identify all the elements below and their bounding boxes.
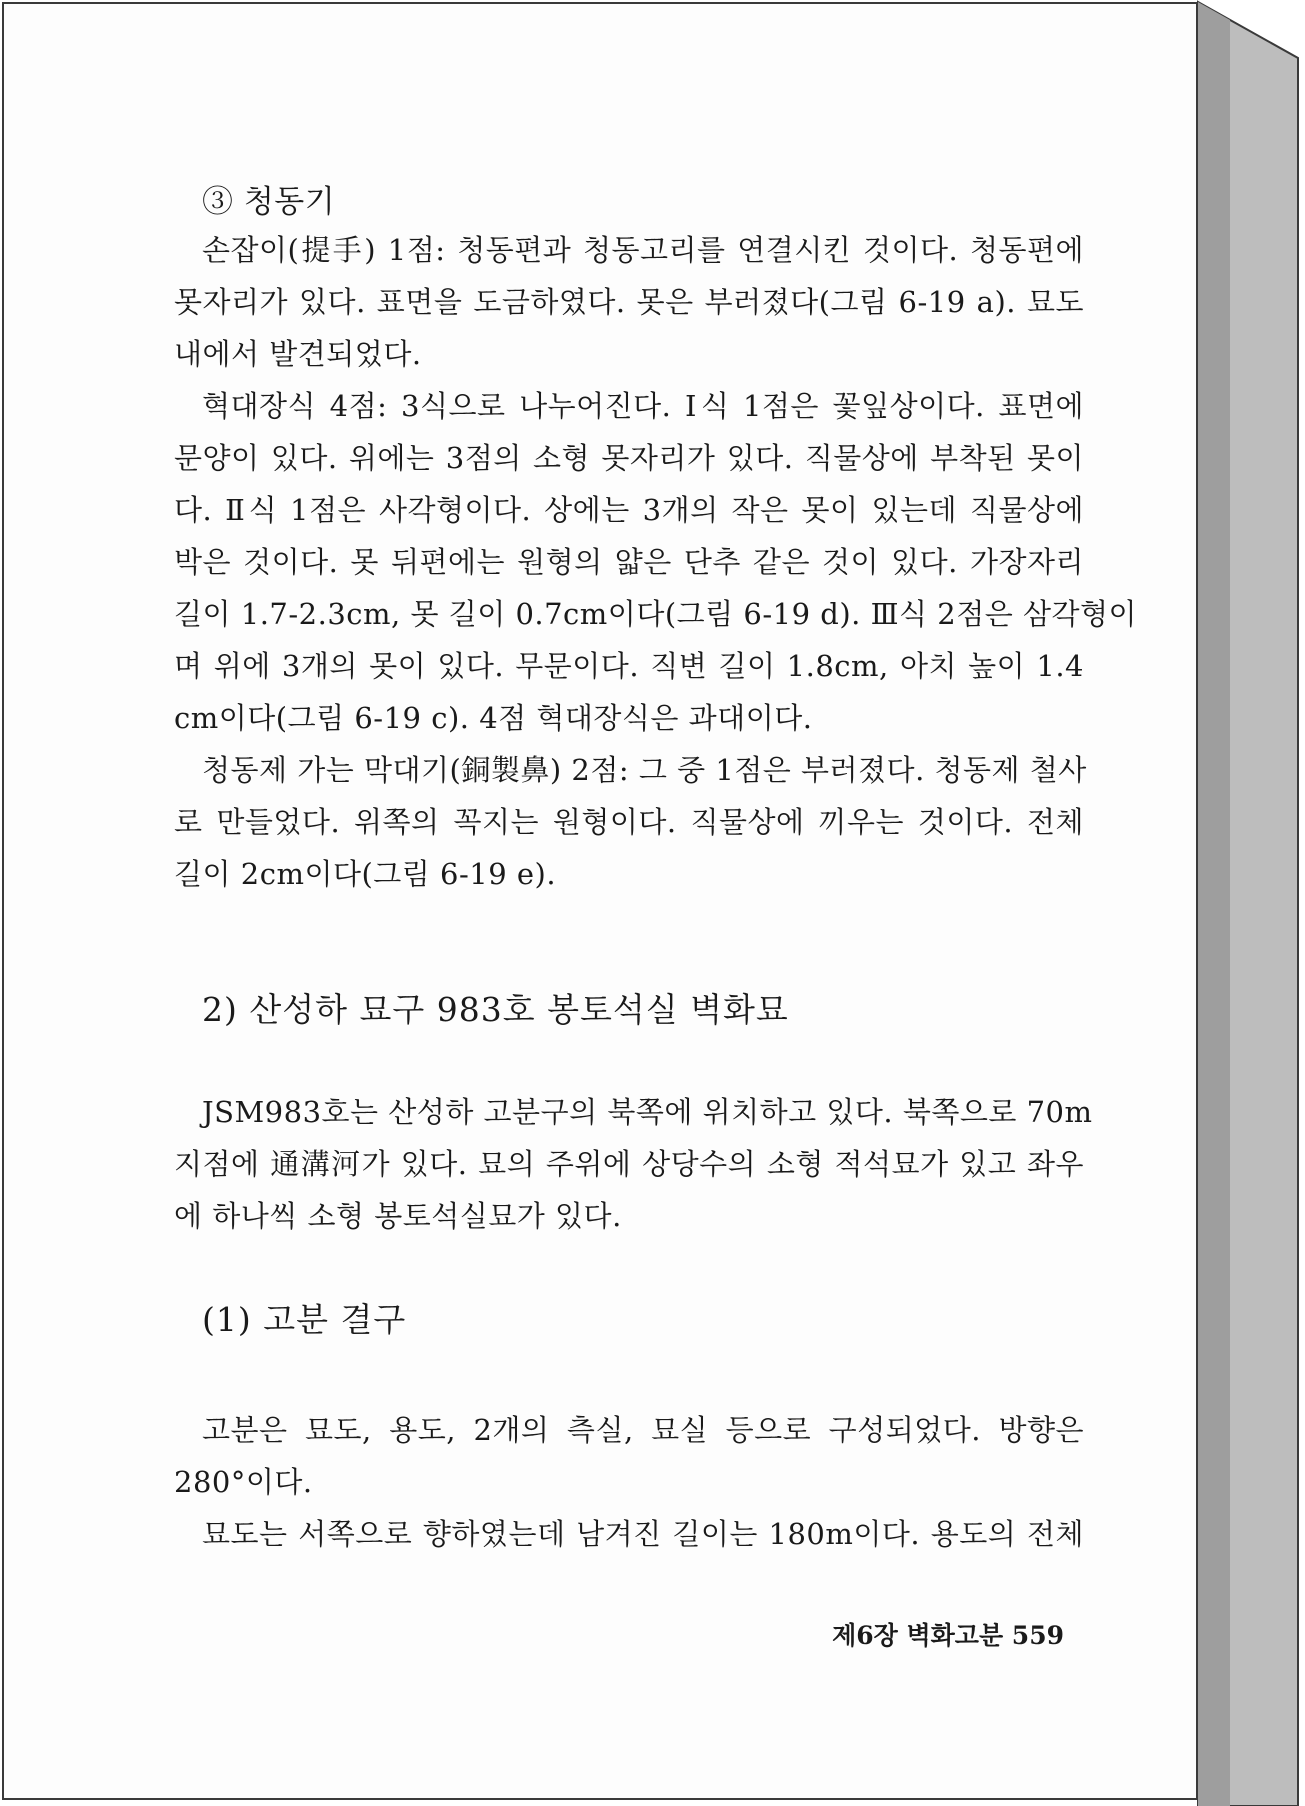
- text-line: 내에서 발견되었다.: [174, 337, 422, 371]
- text-line: JSM983호는 산성하 고분구의 북쪽에 위치하고 있다. 북쪽으로 70m: [202, 1095, 1093, 1129]
- text-line: 다. Ⅱ식 1점은 사각형이다. 상에는 3개의 작은 못이 있는데 직물상에: [174, 493, 1084, 527]
- text-line: 손잡이(提手) 1점: 청동편과 청동고리를 연결시킨 것이다. 청동편에: [202, 233, 1084, 267]
- page-footer: 제6장 벽화고분 559: [832, 1621, 1064, 1650]
- text-line: 고분은 묘도, 용도, 2개의 측실, 묘실 등으로 구성되었다. 방향은: [202, 1413, 1084, 1447]
- text-line: 며 위에 3개의 못이 있다. 무문이다. 직변 길이 1.8cm, 아치 높이 1.4: [174, 649, 1084, 683]
- section-title-bronze: ③ 청동기: [202, 184, 336, 220]
- section-heading: 2) 산성하 묘구 983호 봉토석실 벽화묘: [202, 990, 789, 1029]
- text-line: 에 하나씩 소형 봉토석실묘가 있다.: [174, 1199, 622, 1233]
- document-page: [2, 2, 1198, 1800]
- text-line: 문양이 있다. 위에는 3점의 소형 못자리가 있다. 직물상에 부착된 못이: [174, 441, 1084, 475]
- text-line: 280°이다.: [174, 1465, 313, 1499]
- text-line: 길이 2cm이다(그림 6-19 e).: [174, 857, 557, 891]
- text-line: 지점에 通溝河가 있다. 묘의 주위에 상당수의 소형 적석묘가 있고 좌우: [174, 1147, 1084, 1181]
- text-line: cm이다(그림 6-19 c). 4점 혁대장식은 과대이다.: [174, 701, 813, 735]
- text-line: 박은 것이다. 못 뒤편에는 원형의 얇은 단추 같은 것이 있다. 가장자리: [174, 545, 1084, 579]
- text-line: 못자리가 있다. 표면을 도금하였다. 못은 부러졌다(그림 6-19 a). 묘도: [174, 285, 1084, 319]
- text-line: 로 만들었다. 위쪽의 꼭지는 원형이다. 직물상에 끼우는 것이다. 전체: [174, 805, 1084, 839]
- text-line: 길이 1.7-2.3cm, 못 길이 0.7cm이다(그림 6-19 d). Ⅲ식 2점은 삼각형이: [174, 597, 1138, 631]
- text-line: 청동제 가는 막대기(銅製鼻) 2점: 그 중 1점은 부러졌다. 청동제 철사: [202, 753, 1087, 787]
- subsection-heading: (1) 고분 결구: [202, 1300, 407, 1339]
- text-line: 혁대장식 4점: 3식으로 나누어진다. Ⅰ식 1점은 꽃잎상이다. 표면에: [202, 389, 1084, 423]
- text-line: 묘도는 서쪽으로 향하였는데 남겨진 길이는 180m이다. 용도의 전체: [202, 1517, 1084, 1551]
